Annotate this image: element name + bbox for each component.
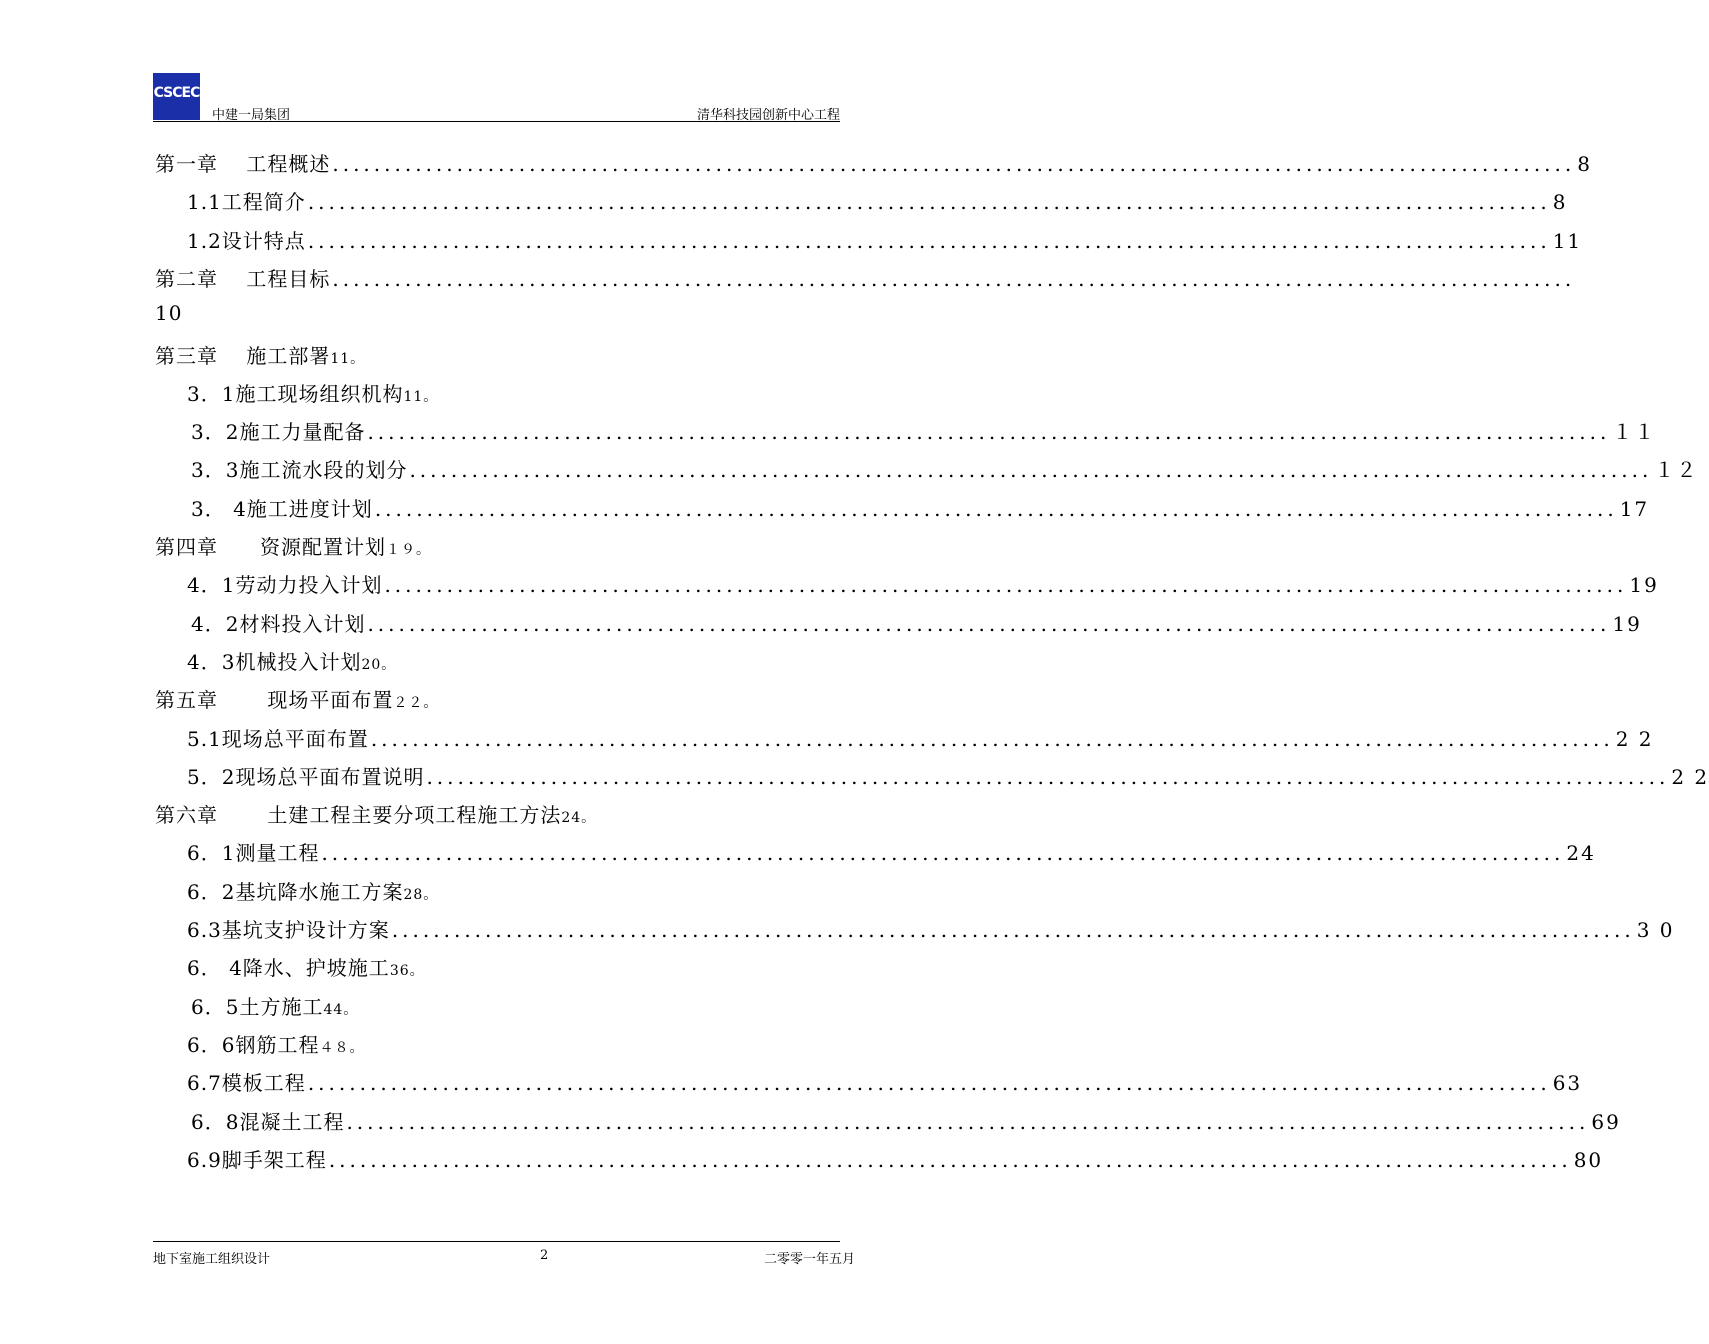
toc-entry-page: 11。: [403, 388, 439, 405]
toc-entry-page: 69: [1591, 1109, 1621, 1134]
toc-entry-page: 3 0: [1636, 918, 1675, 942]
toc-entry[interactable]: [187, 646, 396, 676]
toc-entry[interactable]: [187, 1067, 1583, 1097]
toc-entry-page: 24: [1566, 841, 1596, 866]
toc-entry-label: 6．5土方施工: [191, 994, 324, 1019]
toc-entry[interactable]: [187, 723, 1654, 753]
toc-entry[interactable]: [155, 531, 431, 561]
toc-entry-page: １１: [1612, 420, 1657, 445]
toc-entry-label: 6． 4降水、护坡施工: [187, 956, 390, 981]
toc-entry-page: １２: [1654, 458, 1699, 483]
toc-leader-dots: ........................................................................................................................: [374, 496, 1618, 521]
toc-entry[interactable]: [187, 952, 425, 982]
toc-entry-label: 3．2施工力量配备: [191, 420, 366, 445]
footer-page-number: 2: [540, 1248, 549, 1263]
toc-entry-page: 11: [1552, 228, 1583, 253]
toc-entry-page: 24。: [561, 810, 597, 827]
toc-entry-page: 2 2: [1671, 764, 1709, 789]
toc-leader-dots: ........................................................................................................................: [370, 726, 1614, 751]
company-logo: [153, 73, 200, 120]
toc-entry-label: 6．1测量工程: [187, 841, 320, 866]
toc-entry-label: 6.7模板工程: [187, 1071, 306, 1096]
toc-entry-label: 1.1工程简介: [187, 190, 306, 215]
toc-entry-label: 1.2设计特点: [187, 228, 306, 253]
toc-leader-dots: ........................................................................................................................: [426, 764, 1670, 789]
toc-entry[interactable]: [187, 378, 438, 408]
toc-entry-label: 第四章 资源配置计划: [155, 535, 386, 559]
toc-leader-dots: ........................................................................................................................: [391, 918, 1635, 942]
toc-entry[interactable]: [187, 761, 1709, 791]
toc-leader-dots: ........................................................................................................................: [332, 152, 1576, 176]
toc-entry[interactable]: [191, 991, 358, 1021]
toc-entry-page: 8: [1552, 190, 1568, 215]
toc-leader-dots: ........................................................................................................................: [384, 573, 1628, 598]
toc-entry-page: 2 2: [1615, 726, 1654, 751]
toc-entry[interactable]: [155, 799, 596, 829]
toc-entry-label: 4．3机械投入计划: [187, 649, 362, 674]
toc-entry-page: 11。: [330, 350, 366, 367]
toc-entry-page: 36。: [389, 963, 425, 980]
toc-entry-label: 3．1施工现场组织机构: [187, 381, 404, 406]
toc-entry-label: 第六章 土建工程主要分项工程施工方法: [155, 803, 562, 828]
toc-leader-dots: ........................................................................................................................: [367, 420, 1611, 445]
header-company: 中建一局集团: [212, 108, 291, 123]
header-rule: [153, 121, 840, 122]
toc-entry-label: 6．6钢筋工程: [187, 1032, 320, 1057]
toc-entry[interactable]: [187, 837, 1596, 867]
logo-text: CSCEC: [153, 85, 200, 101]
toc-entry[interactable]: [187, 186, 1568, 216]
toc-leader-dots: ........................................................................................................................: [367, 611, 1611, 636]
toc-entry-label: 4．1劳动力投入计划: [187, 573, 383, 598]
toc-leader-dots: ........................................................................................................................: [307, 190, 1551, 215]
toc-entry-label: 6．8混凝土工程: [191, 1109, 345, 1134]
toc-entry[interactable]: [187, 569, 1659, 599]
toc-entry[interactable]: [155, 263, 1576, 293]
toc-entry-page: １９。: [386, 542, 431, 558]
footer-title: 地下室施工组织设计: [153, 1252, 271, 1267]
toc-entry[interactable]: [155, 301, 182, 331]
toc-leader-dots: ........................................................................................................................: [328, 1147, 1572, 1172]
toc-entry-page: 19: [1629, 573, 1659, 598]
toc-entry-label: 第三章 施工部署: [155, 343, 331, 368]
toc-entry[interactable]: [191, 416, 1657, 446]
toc-entry[interactable]: [191, 454, 1699, 484]
toc-entry[interactable]: [187, 225, 1583, 255]
toc-entry-label: 3． 4施工进度计划: [191, 496, 373, 521]
toc-entry[interactable]: [187, 1029, 364, 1059]
footer-date: 二零零一年五月: [763, 1252, 855, 1267]
toc-entry-label: 6.3基坑支护设计方案: [187, 918, 390, 942]
toc-entry-page: ２２。: [393, 695, 439, 712]
toc-entry-label: 5.1现场总平面布置: [187, 726, 369, 751]
toc-entry-label: 第一章 工程概述: [155, 152, 331, 176]
toc-entry-page: 63: [1552, 1071, 1583, 1096]
toc-entry-page: 8: [1577, 152, 1592, 176]
toc-entry[interactable]: [155, 684, 438, 714]
toc-entry-page: 44。: [323, 1001, 359, 1018]
toc-entry-page: 19: [1612, 611, 1642, 636]
toc-entry[interactable]: [187, 1144, 1604, 1174]
toc-entry-page: 28。: [403, 886, 439, 903]
toc-entry-label: 10: [155, 301, 183, 326]
toc-leader-dots: ........................................................................................................................: [321, 841, 1565, 866]
toc-entry-label: 第五章 现场平面布置: [155, 688, 394, 713]
toc-entry-label: 6．2基坑降水施工方案: [187, 879, 404, 904]
toc-entry[interactable]: [191, 493, 1650, 523]
toc-entry-page: 80: [1573, 1147, 1604, 1172]
toc-leader-dots: ........................................................................................................................: [307, 1071, 1551, 1096]
toc-entry[interactable]: [191, 1106, 1621, 1136]
toc-entry[interactable]: [155, 148, 1592, 178]
toc-entry-page: 17: [1619, 496, 1650, 521]
header-project: 清华科技园创新中心工程: [696, 108, 840, 123]
toc-leader-dots: ........................................................................................................................: [346, 1109, 1590, 1134]
toc-entry[interactable]: [187, 914, 1675, 944]
toc-leader-dots: ........................................................................................................................: [307, 228, 1551, 253]
toc-entry[interactable]: [155, 340, 365, 370]
toc-entry-label: 第二章 工程目标: [155, 266, 331, 291]
toc-leader-dots: ........................................................................................................................: [332, 266, 1576, 291]
toc-entry[interactable]: [191, 608, 1642, 638]
footer-rule: [153, 1241, 840, 1242]
toc-entry-page: ４８。: [319, 1039, 365, 1056]
toc-entry[interactable]: [187, 876, 438, 906]
toc-entry-label: 6.9脚手架工程: [187, 1147, 327, 1172]
toc-entry-label: 3．3施工流水段的划分: [191, 458, 408, 483]
toc-entry-label: 4．2材料投入计划: [191, 611, 366, 636]
toc-entry-page: 20。: [361, 656, 397, 673]
toc-leader-dots: ........................................................................................................................: [409, 458, 1653, 483]
toc-entry-label: 5．2现场总平面布置说明: [187, 764, 425, 789]
